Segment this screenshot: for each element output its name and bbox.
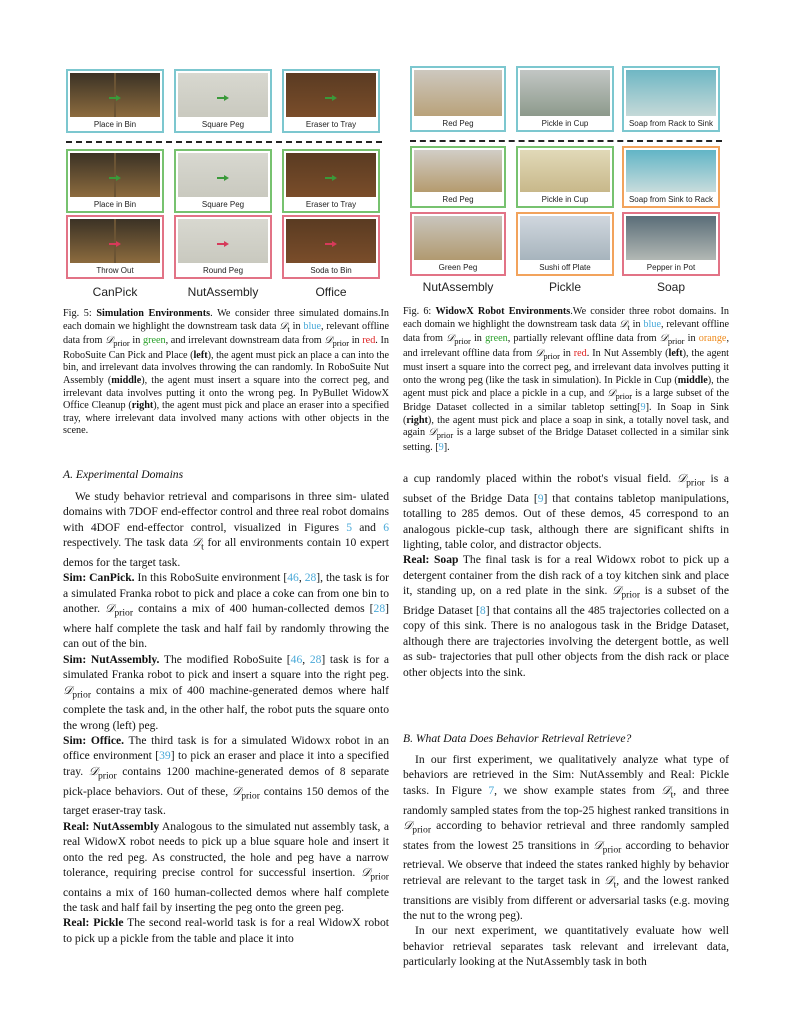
fig5-domain-label: Office — [315, 285, 347, 299]
fig6-tile-5 — [516, 146, 614, 208]
tile-label: Round Peg — [176, 264, 270, 277]
fig6-caption: Fig. 6: WidowX Robot Environments.We consider three robot domains. In each domain we highlight the downstream task data 𝒟$_t$ in blue, relevant offline data from 𝒟$_{prior}$ in green, partially relevant offline data from 𝒟$_{prior}$ in orange, and irrelevant offline data from 𝒟$_{prior}$ in red. In Nut Assembly (left), the agent must insert a square into the correct peg, and irrelevant data involves putting it onto the wrong peg (like the task in simulation). In Pickle in Cup (middle), the agent must pick and place a pickle in a cup, and 𝒟$_{prior}$ is a large subset of the Bridge Dataset collected in a similar tabletop setting[9]. In Soap in Sink (right), the agent must pick and place a soap in sink, a totally novel task, and again 𝒟$_{prior}$ is a large subset of the Bridge Dataset collected in a similar sink setting. [9]. — [403, 306, 730, 454]
tile-label: Pickle in Cup — [518, 117, 612, 130]
tile-label: Eraser to Tray — [284, 198, 378, 211]
fig6-domain-label: Pickle — [548, 280, 581, 294]
fig5-tile-5 — [174, 149, 272, 213]
tile-label: Square Peg — [176, 198, 270, 211]
fig5-tile-6 — [282, 149, 380, 213]
tile-label: Red Peg — [412, 193, 504, 206]
left-column-body: We study behavior retrieval and comparisons in three sim- ulated domains with 7DOF end-effector control and three real robot domains with 4DOF end-effector control, visualized in Figures 5 and 6 respectively. The task data 𝒟$_t$ for all environments contain 10 expert demos for the target task. Sim: CanPick. In this RoboSuite environment [46, 28], the task is for a simulated Franka robot to pick and place a coke can from one bin to another. 𝒟$_{prior}$ contains a mix of 400 human-collected demos [28] where half complete the task and half fail by randomly throwing the can out of the bin. Sim: NutAssembly. The modified RoboSuite [46, 28] task is for a simulated Franka robot to pick and insert a square into the right peg. 𝒟$_{prior}$ contains a mix of 400 machine-generated demos where half complete the task and, in the other half, the robot puts the square onto the wrong (left) peg. Sim: Office. The third task is for a simulated Widowx robot in an office environment [39] to pick an eraser and place it into a specified tray. 𝒟$_{prior}$ contains 1200 machine-generated demos of 8 separate pick-place behaviors. Out of these, 𝒟$_{prior}$ contains 150 demos of the target eraser-tray task. Real: NutAssembly Analogous to the simulated nut assembly task, a real WidowX robot needs to pick up a blue square hole and insert it onto the red peg. As constructed, the hole and peg have a narrow tolerance, requiring precise control for successful insertion. 𝒟$_{prior}$ contains a mix of 160 human-collected demos where half complete the task and half fail by inserting the peg onto the green peg. Real: Pickle The second real-world task is for a real WidowX robot to pick up a pickle from the table and place it into — [63, 490, 390, 945]
tile-label: Square Peg — [176, 118, 270, 131]
fig5-domain-label: NutAssembly — [187, 285, 259, 299]
fig6-tile-1 — [410, 66, 506, 132]
fig5-domain-label: CanPick — [92, 285, 138, 299]
fig6-tile-9 — [622, 212, 720, 276]
tile-label: Red Peg — [412, 117, 504, 130]
fig5-tile-7 — [66, 215, 164, 279]
fig6-tile-3 — [622, 66, 720, 132]
fig6-tile-7 — [410, 212, 506, 276]
fig5-tile-8 — [174, 215, 272, 279]
tile-label: Eraser to Tray — [284, 118, 378, 131]
fig6-tile-2 — [516, 66, 614, 132]
fig6-domain-label: NutAssembly — [422, 280, 494, 294]
fig6-divider — [410, 140, 722, 142]
tile-label: Pepper in Pot — [624, 261, 718, 274]
tile-label: Soap from Rack to Sink — [624, 117, 718, 130]
fig6-tile-8 — [516, 212, 614, 276]
fig5-divider — [66, 141, 382, 143]
section-a-heading: A. Experimental Domains — [63, 468, 184, 481]
tile-label: Soda to Bin — [284, 264, 378, 277]
tile-label: Sushi off Plate — [518, 261, 612, 274]
fig5-tile-9 — [282, 215, 380, 279]
fig6-tile-6 — [622, 146, 720, 208]
fig5-tile-3 — [282, 69, 380, 133]
fig5-tile-1 — [66, 69, 164, 133]
tile-label: Pickle in Cup — [518, 193, 612, 206]
section-b-heading: B. What Data Does Behavior Retrieval Retrieve? — [403, 732, 632, 745]
fig6-domain-label: Soap — [656, 280, 686, 294]
fig5-tile-2 — [174, 69, 272, 133]
tile-label: Green Peg — [412, 261, 504, 274]
tile-label: Place in Bin — [68, 198, 162, 211]
tile-label: Soap from Sink to Rack — [624, 193, 718, 206]
section-b-body: In our first experiment, we qualitatively analyze what type of behaviors are retrieved in the Sim: NutAssembly and Real: Pickle tasks. In Figure 7, we show example states from 𝒟$_t$, and three randomly sampled states from the top-25 highest ranked transitions in 𝒟$_{prior}$ according to behavior retrieval and three randomly sampled states from the lowest 25 transitions in 𝒟$_{prior}$ according to behavior retrieval. We observe that indeed the states ranked highly by behavior retrieval are relevant to the target task in 𝒟$_t$, and the lowest ranked transitions are visibly from different or adversarial tasks (e.g. moving the nut to the wrong peg). In our next experiment, we quantitatively evaluate how well behavior retrieval separates task relevant and irrelevant data, particularly looking at the NutAssembly task in both — [403, 753, 730, 969]
fig6-tile-4 — [410, 146, 506, 208]
tile-label: Place in Bin — [68, 118, 162, 131]
fig5-tile-4 — [66, 149, 164, 213]
tile-label: Throw Out — [68, 264, 162, 277]
fig5-caption: Fig. 5: Simulation Environments. We consider three simulated domains.In each domain we highlight the downstream task data 𝒟$_t$ in blue, relevant offline data from 𝒟$_{prior}$ in green, and irrelevant downstream data from 𝒟$_{prior}$ in red. In RoboSuite Can Pick and Place (left), the agent must pick an place a can into the bin, and irrelevant data involves throwing the can randomly. In RoboSuite Nut Assembly (middle), the agent must insert a square into the correct peg, and irrelevant data involves putting it onto the wrong peg. In PyBullet WidowX Office Cleanup (right), the agent must pick and place an eraser into a specified tray, where irrelevant data involved many actions with other objects in the scene. — [63, 308, 389, 437]
right-column-body: a cup randomly placed within the robot's visual field. 𝒟$_{prior}$ is a subset of the Bridge Data [9] that contains tabletop manipulations, totalling to 285 demos. Out of these demos, 45 correspond to an analogous pickle-cup task, although there are significant shifts in lighting, table color, and distractor objects. Real: Soap The final task is for a real Widowx robot to pick up a detergent container from the dish rack of a toy kitchen sink and place it, standing up, on a red plate in the sink. 𝒟$_{prior}$ is a subset of the Bridge Dataset [8] that contains all the 485 trajectories collected on a copy of this sink. There is no analogous task in the Bridge Dataset, although there are trajectories involving the detergent bottle, as well as sub- trajectories that pull other objects from the dish rack or place other objects into the sink. — [403, 471, 729, 679]
